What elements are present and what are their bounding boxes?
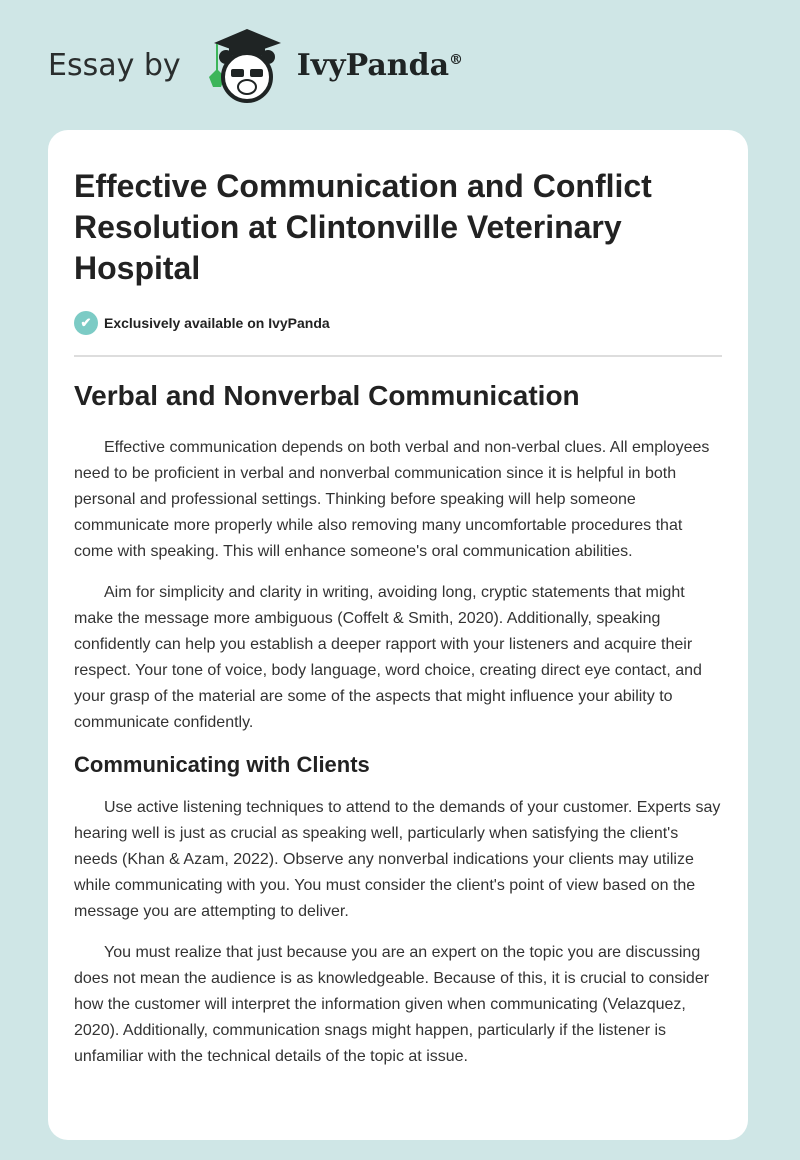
divider [74, 355, 722, 357]
section-heading: Verbal and Nonverbal Communication [74, 380, 580, 411]
badge-label: Exclusively available on IvyPanda [104, 315, 330, 331]
panda-logo-icon [199, 25, 289, 105]
page-title: Effective Communication and Conflict Resolution at Clintonville Veterinary Hospital [74, 168, 652, 286]
brand-header [48, 30, 463, 100]
ivypanda-wordmark [297, 48, 463, 83]
paragraph: Effective communication depends on both verbal and non-verbal clues. All employees need to be proficient in verbal and nonverbal communication since it is helpful in both personal and professional settings. Thinking before speaking will help someone communicate more properly while also removing many uncomfortable procedures that come with speaking. This will enhance someone's oral communication abilities. [74, 439, 710, 560]
brand-name: IvyPanda [296, 47, 450, 83]
essay-card [48, 130, 748, 1140]
paragraph: You must realize that just because you are an expert on the topic you are discussing does not mean the audience is as knowledgeable. Because of this, it is crucial to consider how the customer will interpret the information given when communicating (Velazquez, 2020). Additionally, communication snags might happen, particularly if the listener is unfamiliar with the technical details of the topic at issue. [74, 944, 710, 1065]
subsection-heading: Communicating with Clients [74, 752, 370, 777]
exclusive-badge [74, 311, 722, 335]
registered-mark: ® [449, 51, 464, 68]
paragraph: Aim for simplicity and clarity in writing, avoiding long, cryptic statements that might make the message more ambiguous (Coffelt & Smith, 2020). Additionally, speaking confidently can help you establish a deeper rapport with your listeners and acquire their respect. Your tone of voice, body language, word choice, creating direct eye contact, and your grasp of the material are some of the aspects that might influence your ability to communicate confidently. [74, 584, 702, 731]
essay-by-label: Essay by [48, 47, 181, 83]
check-icon: ✔ [74, 311, 98, 335]
paragraph: Use active listening techniques to attend to the demands of your customer. Experts say hearing well is just as crucial as speaking well, particularly when satisfying the client's needs (Khan & Azam, 2022). Observe any nonverbal indications your clients may utilize while communicating with you. You must consider the client's point of view based on the message you are attempting to deliver. [74, 799, 721, 920]
